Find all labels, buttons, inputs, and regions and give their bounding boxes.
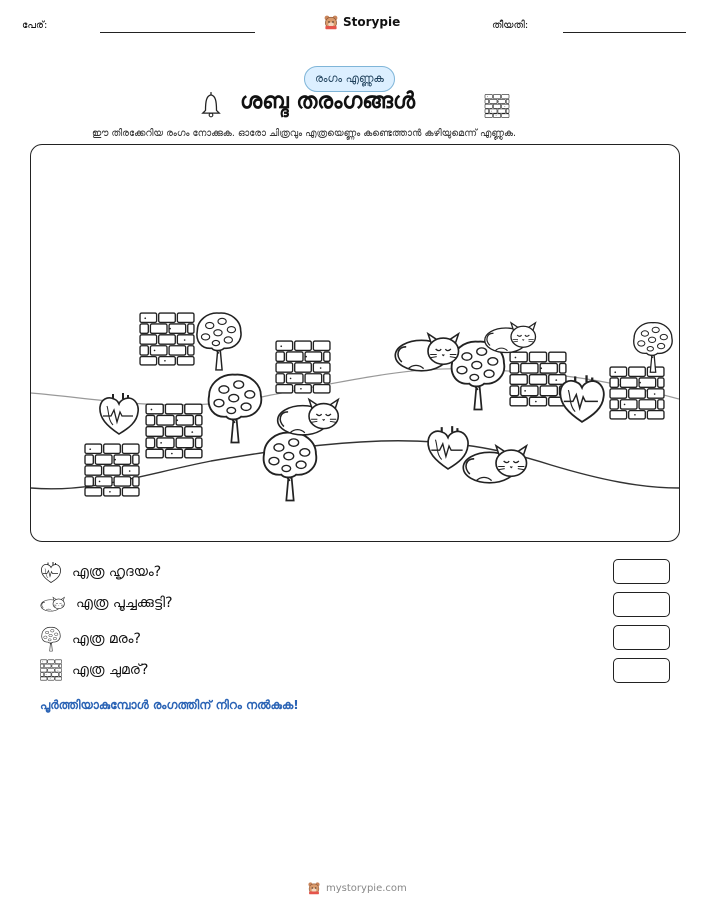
- brick-wall-icon: [140, 313, 194, 365]
- question-text: എത്ര പൂച്ചക്കുട്ടി?: [76, 595, 173, 611]
- bear-icon: [307, 881, 321, 895]
- activity-tag: രംഗം എണ്ണുക: [304, 66, 395, 92]
- brand-logo: [323, 14, 400, 30]
- tree-icon: [40, 626, 62, 652]
- footer: [307, 881, 407, 895]
- name-label: പേര്:: [22, 20, 48, 31]
- scene-canvas: [31, 145, 679, 541]
- question-row: [40, 560, 161, 584]
- answer-box[interactable]: [613, 658, 670, 683]
- question-text: എത്ര ഹൃദയം?: [72, 564, 162, 580]
- answer-box[interactable]: [613, 592, 670, 617]
- brick-wall-icon: [146, 404, 202, 458]
- question-text: എത്ര മരം?: [72, 631, 141, 647]
- tree-icon: [209, 375, 262, 443]
- instruction-text: ഈ തിരക്കേറിയ രംഗം നോക്കുക. ഓരോ ചിത്രവും എത്രയെണ്ണം കണ്ടെത്താൻ കഴിയുമെന്ന് എണ്ണുക.: [92, 128, 517, 139]
- tree-icon: [634, 323, 672, 373]
- brick-wall-icon: [85, 444, 139, 496]
- footer-url[interactable]: mystorypie.com: [326, 882, 407, 894]
- counting-scene: [30, 144, 680, 542]
- date-line[interactable]: [563, 32, 686, 33]
- heart-icon: [428, 426, 468, 469]
- answer-box[interactable]: [613, 625, 670, 650]
- brick-wall-icon: [276, 341, 330, 393]
- question-text: എത്ര ചുമര്?: [72, 662, 149, 678]
- heart-icon: [560, 375, 603, 422]
- question-row: [40, 626, 141, 652]
- date-label: തീയതി:: [492, 20, 529, 31]
- tree-icon: [197, 313, 241, 370]
- brick-wall-icon: [484, 94, 510, 118]
- cat-icon: [40, 593, 66, 613]
- question-row: [40, 659, 148, 681]
- brand-name: Storypie: [343, 15, 401, 29]
- heart-icon: [100, 393, 138, 434]
- color-instruction: പൂർത്തിയാകുമ്പോൾ രംഗത്തിന് നിറം നൽകുക!: [40, 698, 299, 712]
- heart-icon: [40, 560, 62, 584]
- cat-icon: [485, 323, 536, 353]
- brick-wall-icon: [40, 659, 62, 681]
- tree-icon: [264, 433, 317, 501]
- question-row: [40, 593, 173, 613]
- cat-icon: [395, 334, 458, 371]
- name-line[interactable]: [100, 32, 255, 33]
- brick-wall-icon: [510, 352, 566, 406]
- answer-box[interactable]: [613, 559, 670, 584]
- bear-icon: [323, 14, 339, 30]
- page-title: ശബ്ദ തരംഗങ്ങൾ: [240, 89, 416, 114]
- bell-icon: [200, 88, 222, 120]
- cat-icon: [463, 446, 526, 483]
- brick-wall-icon: [610, 367, 664, 419]
- cat-icon: [278, 399, 339, 435]
